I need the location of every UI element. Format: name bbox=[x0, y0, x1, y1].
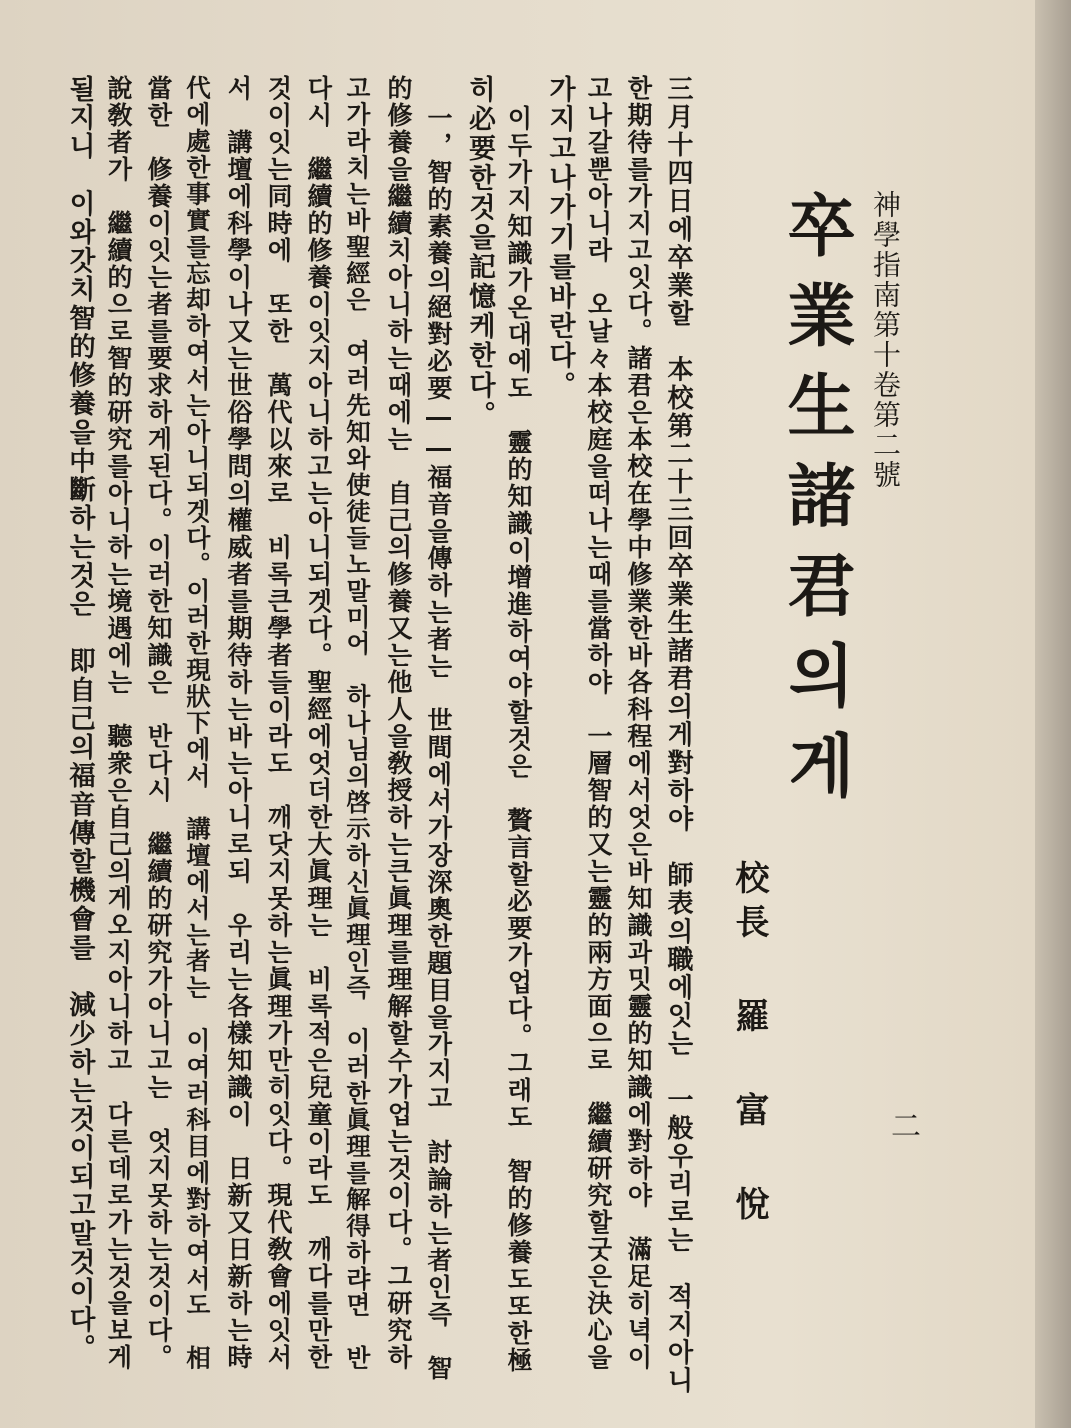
body-line: 的修養을繼續치아니하는때에는 自己의修養又는他人을敎授하는큰眞理를理解할수가업는것이다。그研究하 bbox=[384, 75, 413, 1371]
page-number: 二 bbox=[885, 1110, 920, 1140]
body-line: 서 講壇에科學이나又는世俗學問의權威者를期待하는바는아니로되 우리는各樣知識이 日新又日新하는時 bbox=[224, 75, 253, 1371]
body-line: 이두가지知識가온대에도 靈的知識이增進하여야할것은 贅言할必要가업다。그래도 智的修養도또한極 bbox=[504, 105, 533, 1374]
body-line: 當한 修養이잇는者를要求하게된다。이러한知識은 반다시 繼續的研究가아니고는 엇지못하는것이다。 bbox=[144, 75, 173, 1371]
body-line: 고나갈뿐아니라 오날々本校庭을떠나는때를當하야 一層智的又는靈的兩方面으로 繼續研究할굿은決心을 bbox=[584, 75, 613, 1371]
body-line: 히必要한것을記憶케한다。 bbox=[464, 75, 495, 431]
body-line: 될지니 이와갓치智的修養을中斷하는것은 即自己의福音傳할機會를 減少하는것이되고말것이다。 bbox=[64, 75, 95, 1363]
body-line: 것이잇는同時에 또한 萬代以來로 비록큰學者들이라도 깨닷지못하는眞理가만히잇다。現代敎會에잇서 bbox=[264, 75, 293, 1371]
body-line: 다시 繼續的修養이잇지아니하고는아니되겟다。聖經에엇더한大眞理는 비록적은兒童이라도 깨다를만한 bbox=[304, 75, 333, 1371]
article-title: 卒業生諸君의게 bbox=[776, 190, 856, 820]
body-line: 가지고나가기를바란다。 bbox=[544, 75, 575, 401]
running-header: 神學指南第十卷第二號 bbox=[869, 190, 902, 490]
body-line: 한期待를가지고잇다。諸君은本校在學中修業한바各科程에서엇은바知識과밋靈的知識에對하야 滿足히녁이 bbox=[624, 75, 653, 1371]
body-line: 고가라치는바聖經은 여러先知와使徒들노말미어 하나님의啓示하신眞理인즉 이러한眞理를解得하랴면 반 bbox=[343, 75, 372, 1372]
body-line: 三月十四日에卒業할 本校第二十三回卒業生諸君의게對하야 師表의職에잇는 一般우리로는 적지아니 bbox=[663, 75, 693, 1395]
page-edge bbox=[1035, 0, 1071, 1428]
body-line: 一，智的素養의絕對必要――福音을傳하는者는 世間에서가장深奧한題目을가지고 討論하는者인즉 智 bbox=[424, 105, 453, 1382]
body-line: 說敎者가 繼續的으로智的研究를아니하는境遇에는 聽衆은自己의게오지아니하고 다른데로가는것을보게 bbox=[104, 75, 133, 1371]
body-line: 代에處한事實를忘却하여서는아니되겟다。이러한現狀下에서 講壇에서는者는 이여러科目에對하여서도 相 bbox=[183, 75, 212, 1372]
author-byline: 校長 羅 富 悅 bbox=[729, 860, 769, 1230]
